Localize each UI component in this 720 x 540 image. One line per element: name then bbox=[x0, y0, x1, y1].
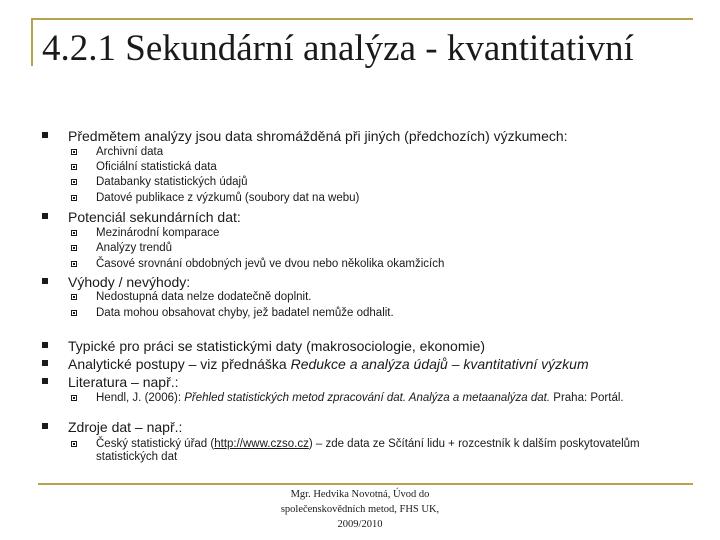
sub-bullet-oficialni bbox=[96, 161, 666, 174]
square-bullet-icon bbox=[42, 342, 48, 348]
bullet-postupy bbox=[68, 355, 589, 373]
bullet-zdroje-text: Zdroje dat – např.: bbox=[68, 419, 183, 435]
sub-bullet-text: Archivní data bbox=[96, 146, 164, 158]
sub-bullet-text: Data mohou obsahovat chyby, jež badatel nemůže odhalit. bbox=[96, 307, 394, 319]
sub-bullet-publikace bbox=[96, 192, 666, 205]
bullet-literatura-text: Literatura – např.: bbox=[68, 374, 179, 390]
checkbox-bullet-icon bbox=[71, 245, 77, 251]
bullet-predmet-text: Předmětem analýzy jsou data shromážděná při jiných (předchozích) výzkumech: bbox=[68, 128, 568, 144]
slide-title: 4.2.1 Sekundární analýza - kvantitativní bbox=[42, 28, 634, 69]
footer-line-2: společenskovědních metod, FHS UK, bbox=[280, 504, 440, 515]
sub-bullet-text: Oficiální statistická data bbox=[96, 161, 217, 173]
square-bullet-icon bbox=[42, 360, 48, 366]
bullet-typicke-text: Typické pro práci se statistickými daty (makrosociologie, ekonomie) bbox=[68, 338, 486, 354]
square-bullet-icon bbox=[42, 132, 48, 138]
bullet-postupy-prefix: Analytické postupy – viz přednáška bbox=[68, 356, 291, 372]
bullet-postupy-italic: Redukce a analýza údajů – kvantitativní výzkum bbox=[290, 356, 589, 372]
sub-bullet-text: Časové srovnání obdobných jevů ve dvou nebo několika okamžicích bbox=[96, 258, 445, 270]
czso-link[interactable]: http://www.czso.cz bbox=[214, 438, 309, 450]
checkbox-bullet-icon bbox=[71, 294, 77, 300]
bullet-zdroje bbox=[68, 418, 182, 436]
checkbox-bullet-icon bbox=[71, 149, 77, 155]
sub-bullet-text: Nedostupná data nelze dodatečně doplnit. bbox=[96, 291, 312, 303]
checkbox-bullet-icon bbox=[71, 261, 77, 267]
hendl-italic: Přehled statistických metod zpracování dat. Analýza a metaanalýza dat. bbox=[184, 392, 551, 404]
footer bbox=[250, 487, 470, 532]
sub-bullet-mezinarodni bbox=[96, 227, 666, 240]
sub-bullet-trendy bbox=[96, 242, 666, 255]
title-frame-vertical-line bbox=[31, 18, 33, 66]
footer-line-3: 2009/2010 bbox=[337, 519, 383, 530]
checkbox-bullet-icon bbox=[71, 164, 77, 170]
hendl-prefix: Hendl, J. (2006): bbox=[96, 392, 185, 404]
sub-bullet-text: Databanky statistických údajů bbox=[96, 176, 248, 188]
bullet-vyhody-text: Výhody / nevýhody: bbox=[68, 274, 191, 290]
square-bullet-icon bbox=[42, 278, 48, 284]
sub-bullet-text: Analýzy trendů bbox=[96, 242, 173, 254]
bullet-potencial-text: Potenciál sekundárních dat: bbox=[68, 209, 241, 225]
bullet-vyhody bbox=[68, 273, 190, 291]
sub-bullet-text: Mezinárodní komparace bbox=[96, 227, 220, 239]
sub-bullet-text: Datové publikace z výzkumů (soubory dat na webu) bbox=[96, 192, 360, 204]
square-bullet-icon bbox=[42, 378, 48, 384]
hendl-suffix: Praha: Portál. bbox=[550, 392, 624, 404]
sub-bullet-hendl bbox=[96, 392, 666, 405]
footer-divider-line bbox=[38, 483, 693, 485]
title-frame-horizontal-line bbox=[31, 18, 693, 20]
sub-bullet-nedostupna bbox=[96, 291, 666, 304]
sub-bullet-databanky bbox=[96, 176, 666, 189]
checkbox-bullet-icon bbox=[71, 230, 77, 236]
bullet-predmet bbox=[68, 127, 568, 145]
czso-suffix: ) – zde data ze Sčítání lidu + rozcestník k dalším poskytovatelům statistických dat bbox=[96, 438, 640, 463]
square-bullet-icon bbox=[42, 213, 48, 219]
sub-bullet-archivni bbox=[96, 146, 666, 159]
sub-bullet-czso bbox=[96, 438, 666, 464]
checkbox-bullet-icon bbox=[71, 395, 77, 401]
square-bullet-icon bbox=[42, 423, 48, 429]
checkbox-bullet-icon bbox=[71, 441, 77, 447]
sub-bullet-casove bbox=[96, 258, 666, 271]
bullet-literatura bbox=[68, 373, 179, 391]
sub-bullet-chyby bbox=[96, 307, 666, 320]
checkbox-bullet-icon bbox=[71, 195, 77, 201]
bullet-typicke bbox=[68, 337, 485, 355]
footer-line-1: Mgr. Hedvika Novotná, Úvod do bbox=[290, 489, 430, 500]
bullet-potencial bbox=[68, 208, 241, 226]
checkbox-bullet-icon bbox=[71, 310, 77, 316]
czso-prefix: Český statistický úřad ( bbox=[96, 438, 215, 450]
checkbox-bullet-icon bbox=[71, 179, 77, 185]
